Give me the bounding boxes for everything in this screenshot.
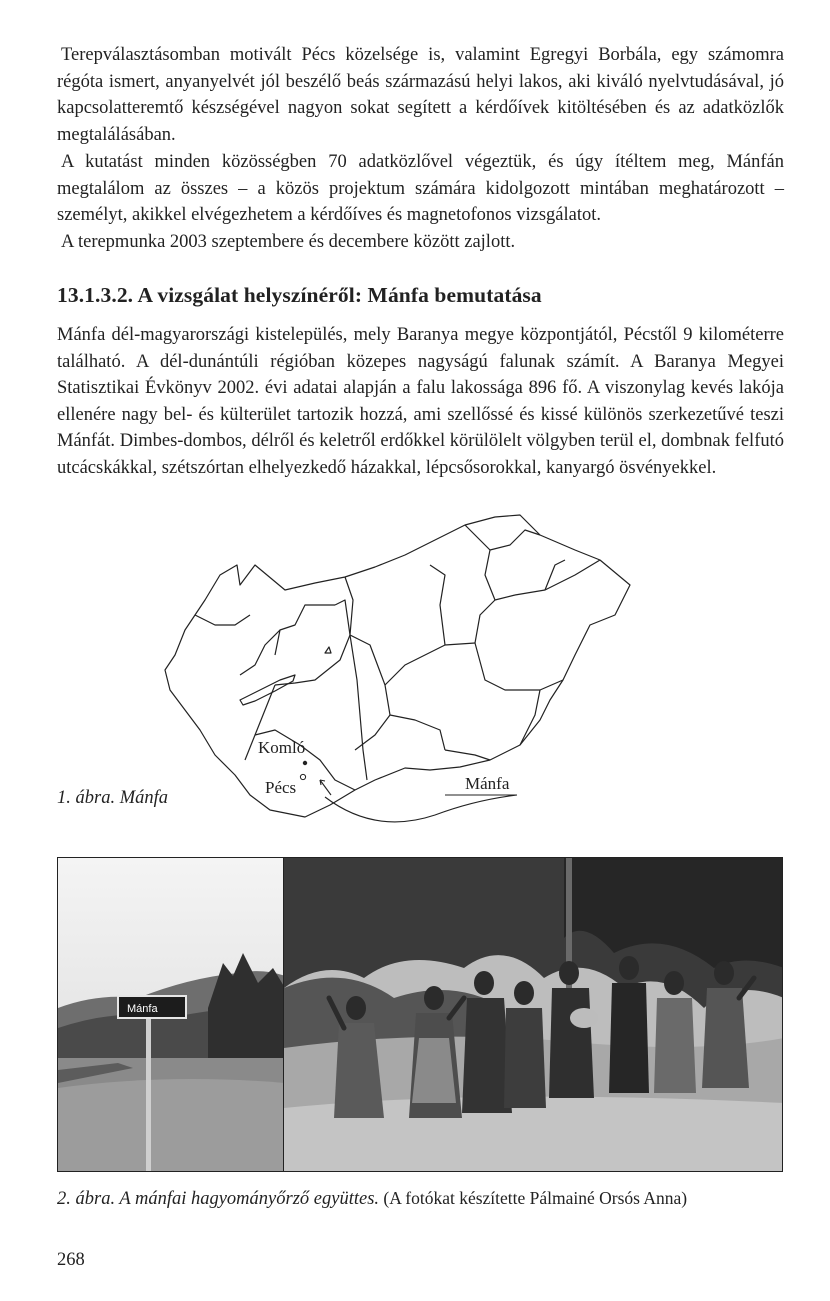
photo-caption-credit: (A fotókat készítette Pálmainé Orsós Anna) xyxy=(383,1188,688,1208)
photo-caption xyxy=(57,1188,687,1210)
village-sign-photo-drawing xyxy=(58,858,284,1172)
pecs-arrow-line xyxy=(320,780,331,795)
manfa-dot xyxy=(300,774,305,779)
page-number: 268 xyxy=(57,1250,85,1270)
map-label-komlo: Komló xyxy=(258,738,306,757)
map-label-pecs: Pécs xyxy=(265,778,297,797)
paragraph-kutatas: A kutatást minden közösségben 70 adatközlővel végeztük, és úgy ítéltem meg, Mánfán megtalálom az összes – a közös projektum számára kidolgozott mintában meghatározott – személyt, akikkel elvégezhetem a kérdőíves és magnetofonos vizsgálatot. xyxy=(57,152,784,226)
map-label-manfa: Mánfa xyxy=(465,774,510,793)
komlo-dot xyxy=(303,761,307,765)
lake-balaton xyxy=(240,675,295,705)
photo-caption-title: 2. ábra. A mánfai hagyományőrző együttes. xyxy=(57,1189,380,1209)
dance-group-photo-drawing xyxy=(284,858,783,1172)
map-caption: 1. ábra. Mánfa xyxy=(57,788,168,808)
photo-dance-group xyxy=(283,857,783,1172)
village-sign-text: Mánfa xyxy=(127,1003,158,1015)
paragraph-terepvalasztas: Terepválasztásomban motivált Pécs közelsége is, valamint Egregyi Borbála, egy számomra régóta ismert, anyanyelvét jól beszélő beás származású helyi lakos, aki kiváló nyelvtudásával, jó kapcsolatteremtő készségével nagyon sokat segített a kérdőívek kitöltésében és az adatközlők megtalálásában. xyxy=(57,45,784,145)
section-heading: 13.1.3.2. A vizsgálat helyszínéről: Mánfa bemutatása xyxy=(57,283,542,307)
manfa-callout-line xyxy=(325,795,517,822)
hungary-map xyxy=(145,505,640,840)
paragraph-manfa-description: Mánfa dél-magyarországi kistelepülés, mely Baranya megye központjától, Pécstől 9 kilométerre található. A dél-dunántúli régióban közepes nagyságú falunak számít. A Baranya Megyei Statisztikai Évkönyv 2002. évi adatai alapján a falu lakossága 896 fő. A viszonylag kevés lakója ellenére nagy bel- és külterület tartozik hozzá, ami szellőssé és kissé különös szerkezetűvé teszi Mánfát. Dimbes-dombos, délről és keletről erdőkkel körülölelt völgyben terül el, dombnak felfutó utcácskákkal, szétszórtan elhelyezkedő házakkal, lépcsősorokkal, kanyargó ösvényekkel. xyxy=(57,325,784,478)
photo-village-sign xyxy=(57,857,284,1172)
country-border xyxy=(165,515,630,817)
paragraph-terepmunka: A terepmunka 2003 szeptembere és decembere között zajlott. xyxy=(61,232,516,252)
